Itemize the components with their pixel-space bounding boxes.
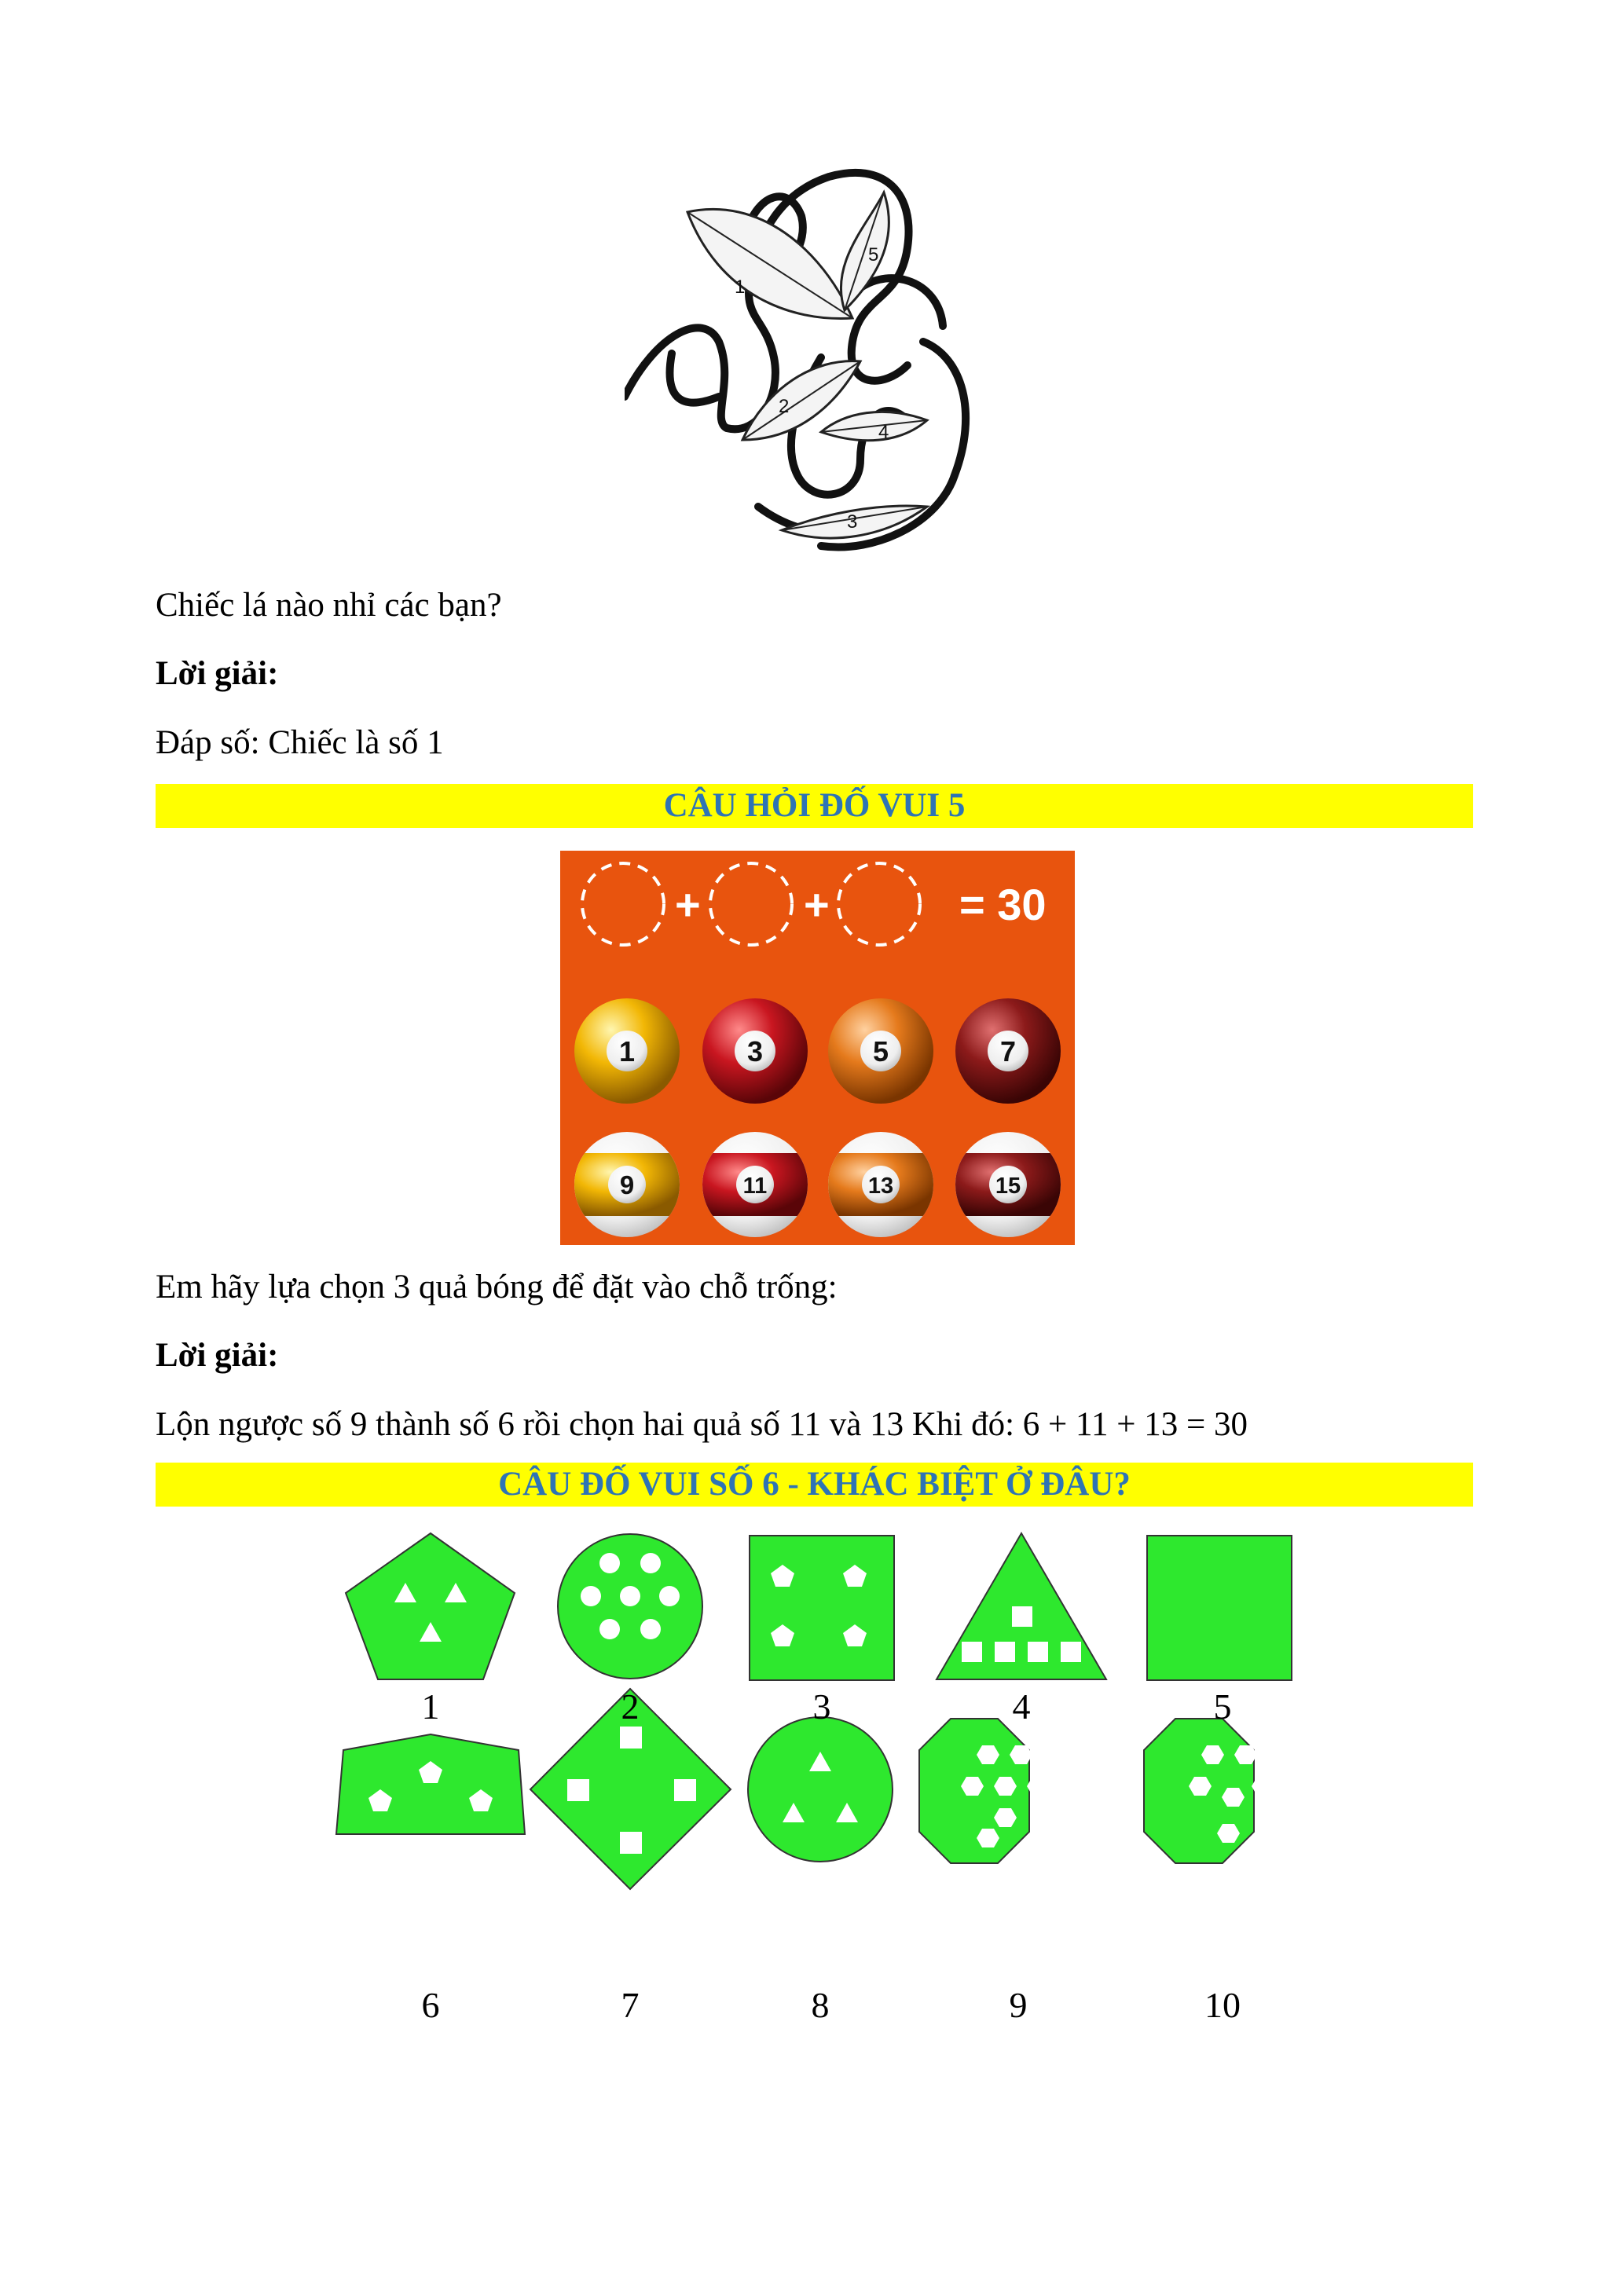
shape-label-9: 9 <box>1009 1985 1028 2025</box>
ball-solution-heading: Lời giải: <box>156 1337 279 1374</box>
leaf-label-4: 4 <box>878 422 889 443</box>
leaf-maze-illustration <box>625 161 1002 566</box>
leaf-answer: Đáp số: Chiếc là số 1 <box>156 724 444 761</box>
svg-text:13: 13 <box>867 1174 894 1199</box>
equation-sum: = 30 <box>959 880 1047 929</box>
svg-text:11: 11 <box>742 1174 768 1199</box>
svg-text:3: 3 <box>746 1035 764 1067</box>
shape-label-2: 2 <box>621 1686 640 1727</box>
shape-label-4: 4 <box>1012 1686 1031 1727</box>
shape-label-8: 8 <box>811 1985 830 2025</box>
shape-8-circle <box>748 1717 893 1862</box>
ball-1 <box>574 998 680 1104</box>
plus-sign-2: + <box>804 880 830 929</box>
plus-sign-1: + <box>675 880 701 929</box>
ball-answer: Lộn ngược số 9 thành số 6 rồi chọn hai quả số 11 và 13 Khi đó: 6 + 11 + 13 = 30 <box>156 1406 1248 1443</box>
ball-7 <box>955 998 1061 1104</box>
ball-5 <box>828 998 933 1104</box>
svg-text:15: 15 <box>995 1174 1021 1199</box>
section5-title: CÂU HỎI ĐỐ VUI 5 <box>663 787 966 824</box>
ball-3 <box>702 998 808 1104</box>
svg-text:1: 1 <box>618 1035 636 1067</box>
leaf-label-3: 3 <box>847 511 858 533</box>
shape-1-pentagon <box>346 1533 515 1679</box>
svg-text:5: 5 <box>872 1035 889 1067</box>
billiard-ball-puzzle <box>560 851 1075 1245</box>
shape-label-10: 10 <box>1204 1985 1241 2025</box>
shape-6-pentagon <box>336 1734 525 1834</box>
shape-label-7: 7 <box>621 1985 640 2025</box>
leaf-solution-heading: Lời giải: <box>156 655 279 692</box>
leaf-label-1: 1 <box>735 276 746 298</box>
shape-3-square <box>750 1536 894 1680</box>
section6-title: CÂU ĐỐ VUI SỐ 6 - KHÁC BIỆT Ở ĐÂU? <box>498 1466 1131 1503</box>
svg-text:7: 7 <box>999 1035 1017 1067</box>
ball-question: Em hãy lựa chọn 3 quả bóng để đặt vào chỗ trống: <box>156 1269 838 1305</box>
section5-banner <box>156 784 1473 828</box>
leaf-label-5: 5 <box>868 244 879 265</box>
shape-label-1: 1 <box>421 1686 440 1727</box>
svg-text:9: 9 <box>619 1170 635 1199</box>
leaf-question: Chiếc lá nào nhỉ các bạn? <box>156 587 502 624</box>
shape-label-3: 3 <box>812 1686 831 1727</box>
shape-label-5: 5 <box>1213 1686 1232 1727</box>
leaf-label-2: 2 <box>779 396 790 417</box>
shape-5-square-plain <box>1147 1536 1292 1680</box>
shape-label-6: 6 <box>421 1985 440 2025</box>
section6-banner <box>156 1463 1473 1507</box>
